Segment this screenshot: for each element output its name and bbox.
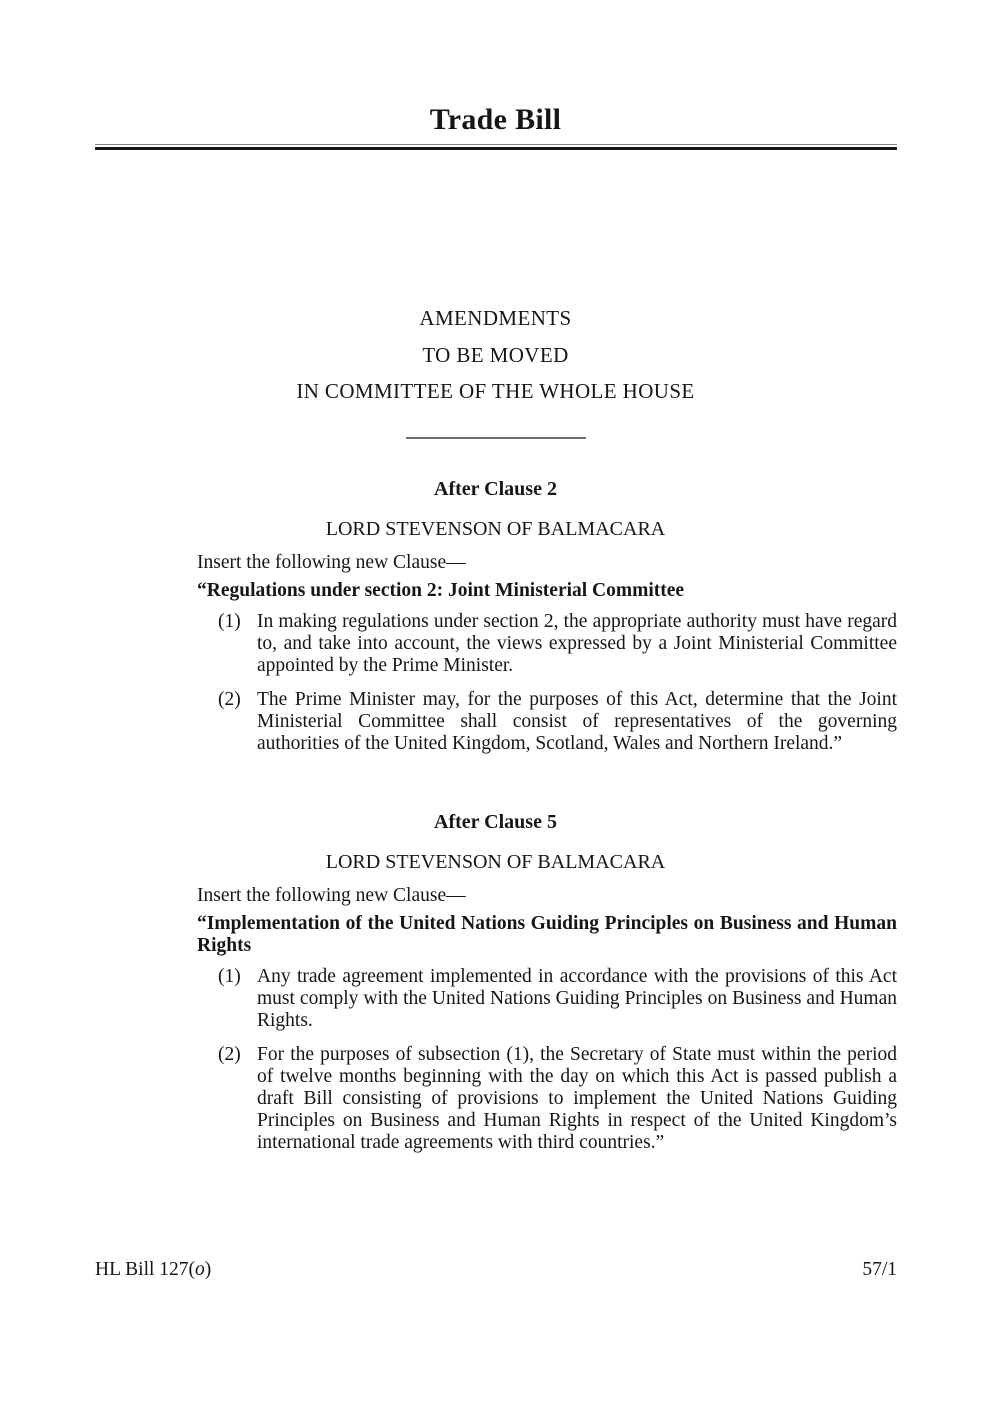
notice-line-amendments: AMENDMENTS [419,306,572,330]
subsection-text: For the purposes of subsection (1), the Secretary of State must within the period of twelve months beginning with the day on which this Act is passed publish a draft Bill consisting of provisions to implement the United Nations Guiding Principles on Business and Human Rights in respect of the United Kingdom’s international trade agreements with third countries.” [257,1043,897,1153]
subsection-text: The Prime Minister may, for the purposes of this Act, determine that the Joint Ministerial Committee shall consist of representatives of the governing authorities of the United Kingdom, Scotland, Wales and Northern Ireland.” [257,688,897,754]
amendment-section-after-clause-5 [0,810,991,1154]
section-heading: After Clause 5 [434,810,557,833]
subsection [197,611,897,677]
subsection [197,966,897,1032]
insert-instruction: Insert the following new Clause— [197,551,466,573]
section-gap [0,755,991,772]
subsection [197,1044,897,1154]
page-footer [95,1258,897,1282]
subsection-number: (2) [218,1043,241,1065]
subsection-text: Any trade agreement implemented in accordance with the provisions of this Act must comply with the United Nations Guiding Principles on Business and Human Rights. [257,965,897,1031]
new-clause-title: “Implementation of the United Nations Guiding Principles on Business and Human Rights [197,912,897,956]
amendments-notice [0,300,991,410]
running-number: 57/1 [862,1259,897,1280]
section-heading: After Clause 2 [434,477,557,500]
bill-number [95,1258,211,1282]
mover-name: LORD STEVENSON OF BALMACARA [325,517,666,540]
subsection-text: In making regulations under section 2, the appropriate authority must have regard to, and take into account, the views expressed by a Joint Ministerial Committee appointed by the Prime Minister. [257,610,897,676]
subsection-number: (1) [218,610,241,632]
bill-number-prefix: HL Bill 127( [95,1259,196,1280]
bill-number-suffix: ) [204,1259,212,1280]
subsection-number: (1) [218,965,241,987]
notice-line-to-be-moved: TO BE MOVED [422,342,569,367]
notice-line-committee: IN COMMITTEE OF THE WHOLE HOUSE [296,379,695,403]
subsection-number: (2) [218,688,241,710]
insert-instruction: Insert the following new Clause— [197,884,466,906]
new-clause-title: “Regulations under section 2: Joint Ministerial Committee [197,579,685,601]
bill-number-italic-letter: o [195,1259,205,1280]
subsection [197,689,897,755]
bill-title: Trade Bill [429,103,562,136]
amendment-body [197,885,897,1154]
amendment-body [197,552,897,755]
section-divider-rule [406,437,586,439]
amendment-section-after-clause-2 [0,477,991,755]
title-double-rule [95,144,897,150]
mover-name: LORD STEVENSON OF BALMACARA [325,850,666,873]
